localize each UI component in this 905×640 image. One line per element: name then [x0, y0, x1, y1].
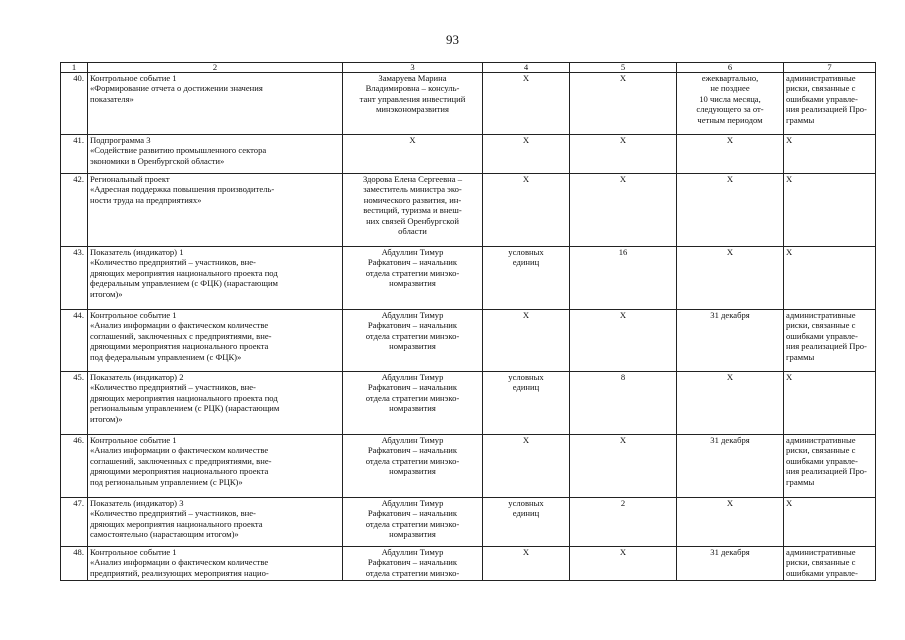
table-row [61, 435, 876, 498]
deadline-cell: Х [677, 247, 784, 310]
column-number-row [61, 63, 876, 73]
row-number: 44. [61, 310, 88, 372]
value-cell: 2 [570, 498, 677, 547]
value-cell: Х [570, 435, 677, 498]
unit-cell: Х [483, 310, 570, 372]
deadline-cell: Х [677, 372, 784, 435]
row-number: 47. [61, 498, 88, 547]
deadline-cell: Х [677, 498, 784, 547]
item-name: Региональный проект «Адресная поддержка повышения производитель- ности труда на предприятиях» [88, 174, 343, 247]
column-number: 4 [483, 63, 570, 73]
table-row [61, 247, 876, 310]
row-number: 48. [61, 547, 88, 581]
value-cell: Х [570, 310, 677, 372]
table-row [61, 174, 876, 247]
deadline-cell: 31 декабря [677, 547, 784, 581]
row-number: 40. [61, 73, 88, 135]
responsible-person: Абдуллин Тимур Рафкатович – начальник отдела стратегии минэко- [343, 547, 483, 581]
deadline-cell: 31 декабря [677, 435, 784, 498]
unit-cell: Х [483, 135, 570, 174]
table-row [61, 73, 876, 135]
item-name: Показатель (индикатор) 2 «Количество предприятий – участников, вне- дряющих мероприятия национального проекта под региональным управлением (с РЦК) (нарастающим итогом)» [88, 372, 343, 435]
row-number: 46. [61, 435, 88, 498]
responsible-person: Абдуллин Тимур Рафкатович – начальник отдела стратегии минэко- номразвития [343, 498, 483, 547]
table-row [61, 135, 876, 174]
deadline-cell: 31 декабря [677, 310, 784, 372]
risks-cell: Х [784, 372, 876, 435]
page-number: 93 [446, 32, 459, 47]
row-number: 43. [61, 247, 88, 310]
plan-table [60, 62, 876, 581]
item-name: Контрольное событие 1 «Анализ информации о фактическом количестве предприятий, реализующих мероприятия нацио- [88, 547, 343, 581]
item-name: Подпрограмма 3 «Содействие развитию промышленного сектора экономики в Оренбургской области» [88, 135, 343, 174]
row-number: 42. [61, 174, 88, 247]
unit-cell: условных единиц [483, 498, 570, 547]
responsible-person: Абдуллин Тимур Рафкатович – начальник отдела стратегии минэко- номразвития [343, 435, 483, 498]
responsible-person: Абдуллин Тимур Рафкатович – начальник отдела стратегии минэко- номразвития [343, 310, 483, 372]
unit-cell: Х [483, 547, 570, 581]
risks-cell: административные риски, связанные с ошибками управле- [784, 547, 876, 581]
risks-cell: Х [784, 247, 876, 310]
risks-cell: административные риски, связанные с ошибками управле- ния реализацией Про- граммы [784, 435, 876, 498]
value-cell: Х [570, 135, 677, 174]
table-row [61, 498, 876, 547]
item-name: Показатель (индикатор) 3 «Количество предприятий – участников, вне- дряющих мероприятия национального проекта самостоятельно (нарастающим итогом)» [88, 498, 343, 547]
deadline-cell: ежеквартально, не позднее 10 числа месяца, следующего за от- четным периодом [677, 73, 784, 135]
deadline-cell: Х [677, 135, 784, 174]
value-cell: 8 [570, 372, 677, 435]
value-cell: 16 [570, 247, 677, 310]
column-number: 1 [61, 63, 88, 73]
column-number: 3 [343, 63, 483, 73]
column-number: 6 [677, 63, 784, 73]
risks-cell: административные риски, связанные с ошибками управле- ния реализацией Про- граммы [784, 73, 876, 135]
table-row [61, 310, 876, 372]
row-number: 41. [61, 135, 88, 174]
risks-cell: Х [784, 174, 876, 247]
row-number: 45. [61, 372, 88, 435]
responsible-person: Здорова Елена Сергеевна – заместитель министра эко- номического развития, ин- вестиций, туризма и внеш- них связей Оренбургской области [343, 174, 483, 247]
responsible-person: Абдуллин Тимур Рафкатович – начальник отдела стратегии минэко- номразвития [343, 372, 483, 435]
risks-cell: административные риски, связанные с ошибками управле- ния реализацией Про- граммы [784, 310, 876, 372]
table-row [61, 547, 876, 581]
item-name: Контрольное событие 1 «Анализ информации о фактическом количестве соглашений, заключенных с предприятиями, вне- дряющими мероприятия национального проекта под федеральным управлением (с ФЦК)» [88, 310, 343, 372]
column-number: 7 [784, 63, 876, 73]
column-number: 5 [570, 63, 677, 73]
unit-cell: условных единиц [483, 372, 570, 435]
risks-cell: Х [784, 135, 876, 174]
unit-cell: Х [483, 435, 570, 498]
value-cell: Х [570, 73, 677, 135]
item-name: Показатель (индикатор) 1 «Количество предприятий – участников, вне- дряющих мероприятия национального проекта под федеральным управлением (с ФЦК) (нарастающим итогом)» [88, 247, 343, 310]
table-row [61, 372, 876, 435]
deadline-cell: Х [677, 174, 784, 247]
column-number: 2 [88, 63, 343, 73]
unit-cell: Х [483, 73, 570, 135]
responsible-person: Абдуллин Тимур Рафкатович – начальник отдела стратегии минэко- номразвития [343, 247, 483, 310]
responsible-person: Замаруева Марина Владимировна – консуль- тант управления инвестиций минэкономразвития [343, 73, 483, 135]
value-cell: Х [570, 174, 677, 247]
value-cell: Х [570, 547, 677, 581]
responsible-person: Х [343, 135, 483, 174]
item-name: Контрольное событие 1 «Формирование отчета о достижении значения показателя» [88, 73, 343, 135]
unit-cell: условных единиц [483, 247, 570, 310]
item-name: Контрольное событие 1 «Анализ информации о фактическом количестве соглашений, заключенных с предприятиями, вне- дряющими мероприятия национального проекта под региональным управлением (с РЦК)» [88, 435, 343, 498]
risks-cell: Х [784, 498, 876, 547]
unit-cell: Х [483, 174, 570, 247]
